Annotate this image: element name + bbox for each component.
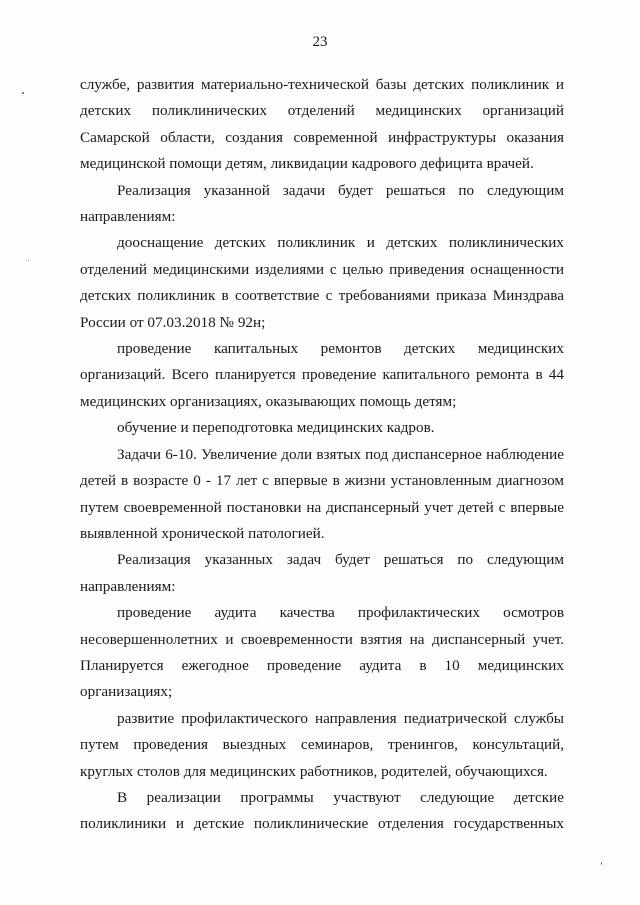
paragraph: Реализация указанных задач будет решаться по следующим направлениям: [80,551,564,595]
paragraph: Задачи 6-10. Увеличение доли взятых под диспансерное наблюдение детей в возрасте 0 - 17 лет с впервые в жизни установленным диагнозом путем своевременной постановки на диспансерный учет детей с впервые выявленной хронической патологией. [80,445,564,542]
paragraph: дооснащение детских поликлиник и детских поликлинических отделений медицинскими изделиями с целью приведения оснащенности детских поликлиник в соответствие с требованиями приказа Минздрава России от 07.03.2018 № 92н; [80,234,564,331]
scan-speck [601,862,602,865]
scan-speck [28,260,29,261]
paragraph: проведение аудита качества профилактических осмотров несовершеннолетних и своевременности взятия на диспансерный учет. Планируется ежегодное проведение аудита в 10 медицинских организациях; [80,604,564,701]
paragraph: обучение и переподготовка медицинских кадров. [117,419,435,437]
paragraph: проведение капитальных ремонтов детских медицинских организаций. Всего планируется проведение капитального ремонта в 44 медицинских организациях, оказывающих помощь детям; [80,340,564,410]
page-number: 23 [312,34,328,50]
paragraph: службе, развития материально-технической базы детских поликлиник и детских поликлинических отделений медицинских организаций Самарской области, создания современной инфраструктуры оказания медицинской помощи детям, ликвидации кадрового дефицита врачей. [80,76,564,173]
paragraph: развитие профилактического направления педиатрической службы путем проведения выездных семинаров, тренингов, консультаций, круглых столов для медицинских работников, родителей, обучающихся. [80,709,564,780]
paragraph: Реализация указанной задачи будет решаться по следующим направлениям: [80,181,564,226]
scan-speck [22,92,24,94]
paragraph: В реализации программы участвуют следующие детские поликлиники и детские поликлинические отделения государственных [80,788,564,833]
body-text [80,72,564,838]
